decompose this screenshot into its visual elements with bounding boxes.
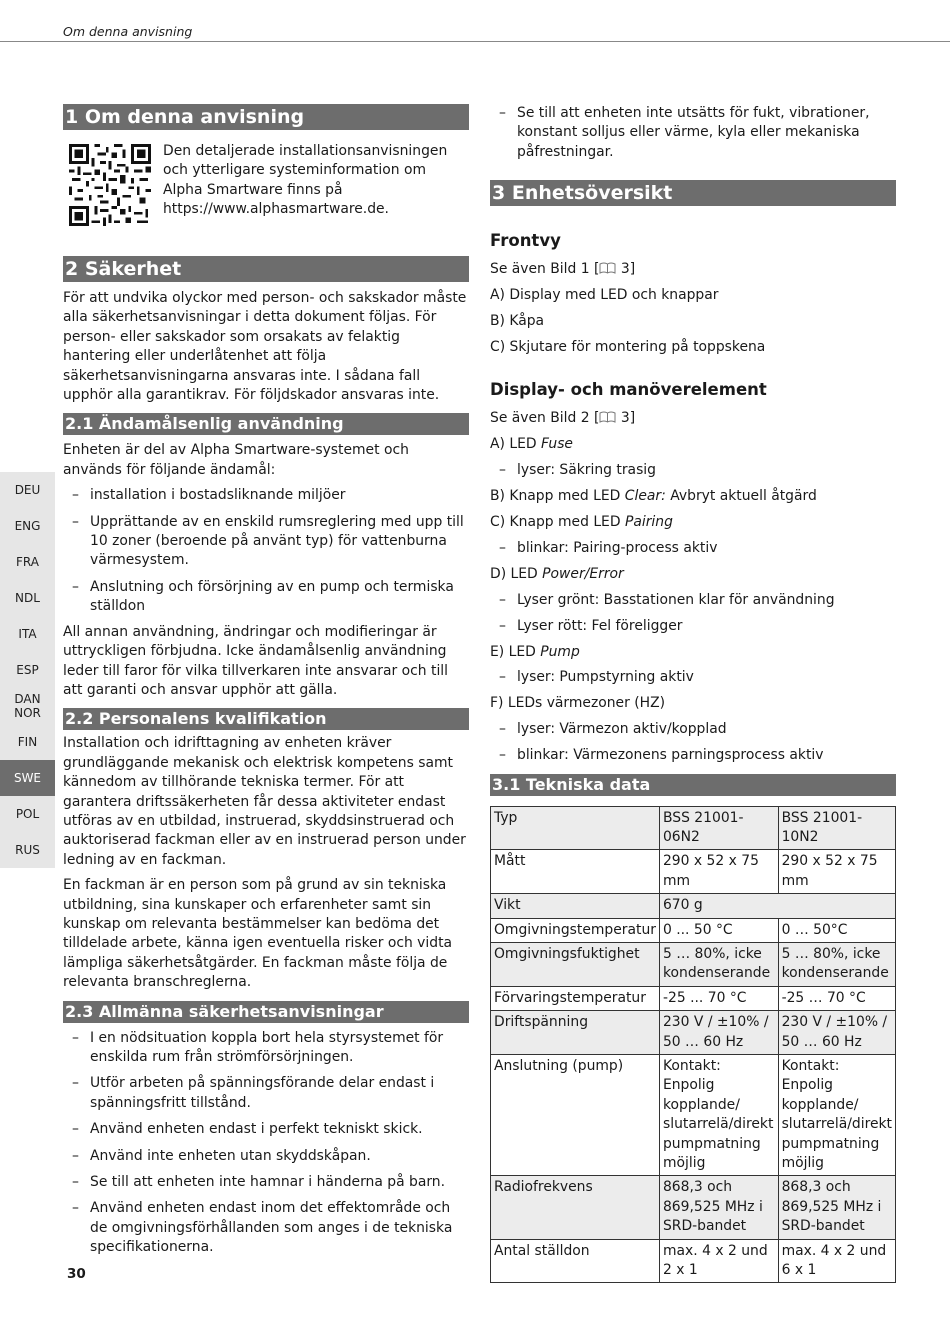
display-item-a: A) LED Fuse <box>490 436 573 453</box>
section-2-title: 2 Säkerhet <box>63 256 469 282</box>
list-item: – Lyser grönt: Basstationen klar för användning <box>490 591 896 610</box>
table-cell: 868,3 och 869,525 MHz i SRD-bandet <box>659 1176 778 1239</box>
list-item: – Se till att enheten inte hamnar i händerna på barn. <box>63 1173 469 1192</box>
table-cell: 670 g <box>659 894 895 918</box>
list-item: – lyser: Pumpstyrning aktiv <box>490 668 896 687</box>
front-view-reference: Se även Bild 1 [ 3] <box>490 261 636 278</box>
section-2-2-text-2: En fackman är en person som på grund av sin tekniska utbildning, sina kunskaper och erfarenheter samt sin kunskap om relevanta bestämmelser kan bedöma det tilldelade arbete, känna igen eventuella risker och vidta lämpliga säkerhetsåtgärder. En fackman måste följa de relevanta branschreglerna. <box>63 877 453 991</box>
table-cell: Omgivningstemperatur <box>491 918 660 942</box>
display-item-e-sub <box>490 668 896 687</box>
book-icon <box>599 262 616 274</box>
table-row <box>491 918 896 942</box>
display-heading: Display- och manöverelement <box>490 380 767 400</box>
left-column <box>63 104 469 1258</box>
list-item: – blinkar: Pairing-process aktiv <box>490 539 896 558</box>
list-item: – Använd inte enheten utan skyddskåpan. <box>63 1147 469 1166</box>
list-item: – installation i bostadsliknande miljöer <box>63 486 469 505</box>
section-2-1-title: 2.1 Ändamålsenlig användning <box>63 413 469 435</box>
display-item-e: E) LED Pump <box>490 643 580 660</box>
section-2-text: För att undvika olyckor med person- och sakskador måste alla säkerhetsanvisningar i detta dokument följas. För person- eller sakskador som orsakats av felaktig hantering eller underlåtenhet att följa säkerhetsanvisningarna ansvaras inte. I sådana fall upphör alla garantikrav. För följdskador ansvaras inte. <box>63 290 467 404</box>
section-2-1-intro: Enheten är del av Alpha Smartware-systemet och används för följande ändamål: <box>63 442 409 478</box>
table-row <box>491 850 896 894</box>
table-cell: 0 ... 50 °C <box>659 918 778 942</box>
section-2-1-outro: All annan användning, ändringar och modifieringar är uttryckligen förbjudna. Icke ändamålsenlig användning leder till faror för vilka tillverkaren inte ansvarar och till att garanti och ansvar upphör att gälla. <box>63 623 449 698</box>
table-cell: Mått <box>491 850 660 894</box>
language-tab-fin[interactable]: FIN <box>17 735 38 749</box>
intended-use-list <box>63 486 469 616</box>
list-item: – lyser: Värmezon aktiv/kopplad <box>490 720 896 739</box>
language-tab-ita[interactable]: ITA <box>18 627 37 641</box>
list-item: – Använd enheten endast inom det effektområde och de omgivningsförhållanden som anges i de tekniska specifikationerna. <box>63 1199 469 1257</box>
table-row <box>491 1176 896 1239</box>
table-row <box>491 986 896 1010</box>
table-cell: Typ <box>491 806 660 850</box>
list-item: – Utför arbeten på spänningsförande delar endast i spänningsfritt tillstånd. <box>63 1074 469 1113</box>
header-rule <box>0 41 950 42</box>
section-1-text: Den detaljerade installationsanvisningen och ytterligare systeminformation om Alpha Smartware finns på https://www.alphasmartware.de. <box>163 143 448 218</box>
display-item-c: C) Knapp med LED Pairing <box>490 513 673 530</box>
section-2-3-title: 2.3 Allmänna säkerhetsanvisningar <box>63 1001 469 1023</box>
table-cell: Kontakt: Enpolig kopplande/ slutarrelä/direkt pumpmatning möjlig <box>778 1055 895 1176</box>
table-cell: 230 V / ±10% / 50 … 60 Hz <box>778 1011 895 1055</box>
table-cell: 868,3 och 869,525 MHz i SRD-bandet <box>778 1176 895 1239</box>
table-cell: 230 V / ±10% / 50 … 60 Hz <box>659 1011 778 1055</box>
table-cell: 0 … 50°C <box>778 918 895 942</box>
table-cell: Driftspänning <box>491 1011 660 1055</box>
table-cell: BSS 21001-06N2 <box>659 806 778 850</box>
language-tabs <box>0 472 55 868</box>
display-item-f-sub <box>490 720 896 765</box>
table-cell: 5 … 80%, icke kondenserande <box>778 942 895 986</box>
section-2-2-title: 2.2 Personalens kvalifikation <box>63 708 469 730</box>
page-number: 30 <box>67 1266 86 1282</box>
table-cell: -25 ... 70 °C <box>659 986 778 1010</box>
section-3-title: 3 Enhetsöversikt <box>490 180 896 206</box>
language-tab-fra[interactable]: FRA <box>16 555 39 569</box>
table-cell: Antal ställdon <box>491 1239 660 1283</box>
display-item-c-sub <box>490 539 896 558</box>
table-cell: BSS 21001-10N2 <box>778 806 895 850</box>
table-row <box>491 1239 896 1283</box>
safety-list-continued <box>490 104 896 162</box>
technical-data-table <box>490 806 896 1284</box>
display-item-d-sub <box>490 591 896 636</box>
table-cell: max. 4 x 2 und 6 x 1 <box>778 1239 895 1283</box>
table-row <box>491 1011 896 1055</box>
list-item: – Anslutning och försörjning av en pump och termiska ställdon <box>63 578 469 617</box>
language-tab-swe[interactable]: SWE <box>0 760 55 796</box>
language-tab-pol[interactable]: POL <box>15 807 40 821</box>
language-tab-dan-nor[interactable]: DAN NOR <box>14 692 41 720</box>
table-cell: Kontakt: Enpolig kopplande/ slutarrelä/direkt pumpmatning möjlig <box>659 1055 778 1176</box>
section-3-1-title: 3.1 Tekniska data <box>490 774 896 796</box>
language-tab-deu[interactable]: DEU <box>14 483 41 497</box>
language-tab-ndl[interactable]: NDL <box>15 591 40 605</box>
table-cell: max. 4 x 2 und 2 x 1 <box>659 1239 778 1283</box>
language-tab-esp[interactable]: ESP <box>16 663 39 677</box>
list-item: – Lyser rött: Fel föreligger <box>490 617 896 636</box>
list-item: – lyser: Säkring trasig <box>490 461 896 480</box>
list-item: – Se till att enheten inte utsätts för fukt, vibrationer, konstant solljus eller värme, kyla eller mekaniska påfrestningar. <box>490 104 896 162</box>
display-reference: Se även Bild 2 [ 3] <box>490 410 636 427</box>
list-item: – I en nödsituation koppla bort hela styrsystemet för enskilda rum från strömförsörjningen. <box>63 1029 469 1068</box>
qr-block <box>63 144 469 226</box>
section-2-2-text-1: Installation och idrifttagning av enheten kräver grundläggande mekanisk och elektrisk kompetens samt kännedom av tillhörande tekniska termer. För att garantera driftssäkerheten får dessa aktiviteter endast utföras av en utbildad, instruerad, skyddsinstruerad och auktoriserad fackman eller av en instruerad person under ledning av en fackman. <box>63 735 466 868</box>
book-icon <box>599 411 616 423</box>
safety-list <box>63 1029 469 1258</box>
table-cell: 290 x 52 x 75 mm <box>659 850 778 894</box>
table-cell: Anslutning (pump) <box>491 1055 660 1176</box>
front-item-a: A) Display med LED och knappar <box>490 287 719 304</box>
table-row <box>491 942 896 986</box>
display-item-f: F) LEDs värmezoner (HZ) <box>490 695 666 712</box>
right-column <box>490 104 896 1283</box>
section-1-title: 1 Om denna anvisning <box>63 104 469 130</box>
qr-code-icon <box>69 144 151 226</box>
list-item: – blinkar: Värmezonens parningsprocess aktiv <box>490 746 896 765</box>
table-row <box>491 894 896 918</box>
display-item-b: B) Knapp med LED Clear: Avbryt aktuell åtgärd <box>490 488 817 505</box>
table-row <box>491 1055 896 1176</box>
front-item-c: C) Skjutare för montering på toppskena <box>490 338 766 355</box>
running-header: Om denna anvisning <box>63 24 193 39</box>
front-item-b: B) Kåpa <box>490 313 545 330</box>
list-item: – Använd enheten endast i perfekt tekniskt skick. <box>63 1120 469 1139</box>
table-cell: Radiofrekvens <box>491 1176 660 1239</box>
table-cell: 5 … 80%, icke kondenserande <box>659 942 778 986</box>
table-row <box>491 806 896 850</box>
table-cell: Förvaringstemperatur <box>491 986 660 1010</box>
table-cell: 290 x 52 x 75 mm <box>778 850 895 894</box>
language-tab-eng[interactable]: ENG <box>14 519 41 533</box>
front-view-heading: Frontvy <box>490 231 561 251</box>
display-item-d: D) LED Power/Error <box>490 565 624 582</box>
table-cell: Omgivningsfuktighet <box>491 942 660 986</box>
language-tab-rus[interactable]: RUS <box>15 843 40 857</box>
list-item: – Upprättande av en enskild rumsreglering med upp till 10 zoner (beroende på använt typ) för vattenburna värmesystem. <box>63 513 469 571</box>
display-item-a-sub <box>490 461 896 480</box>
table-cell: -25 … 70 °C <box>778 986 895 1010</box>
table-cell: Vikt <box>491 894 660 918</box>
